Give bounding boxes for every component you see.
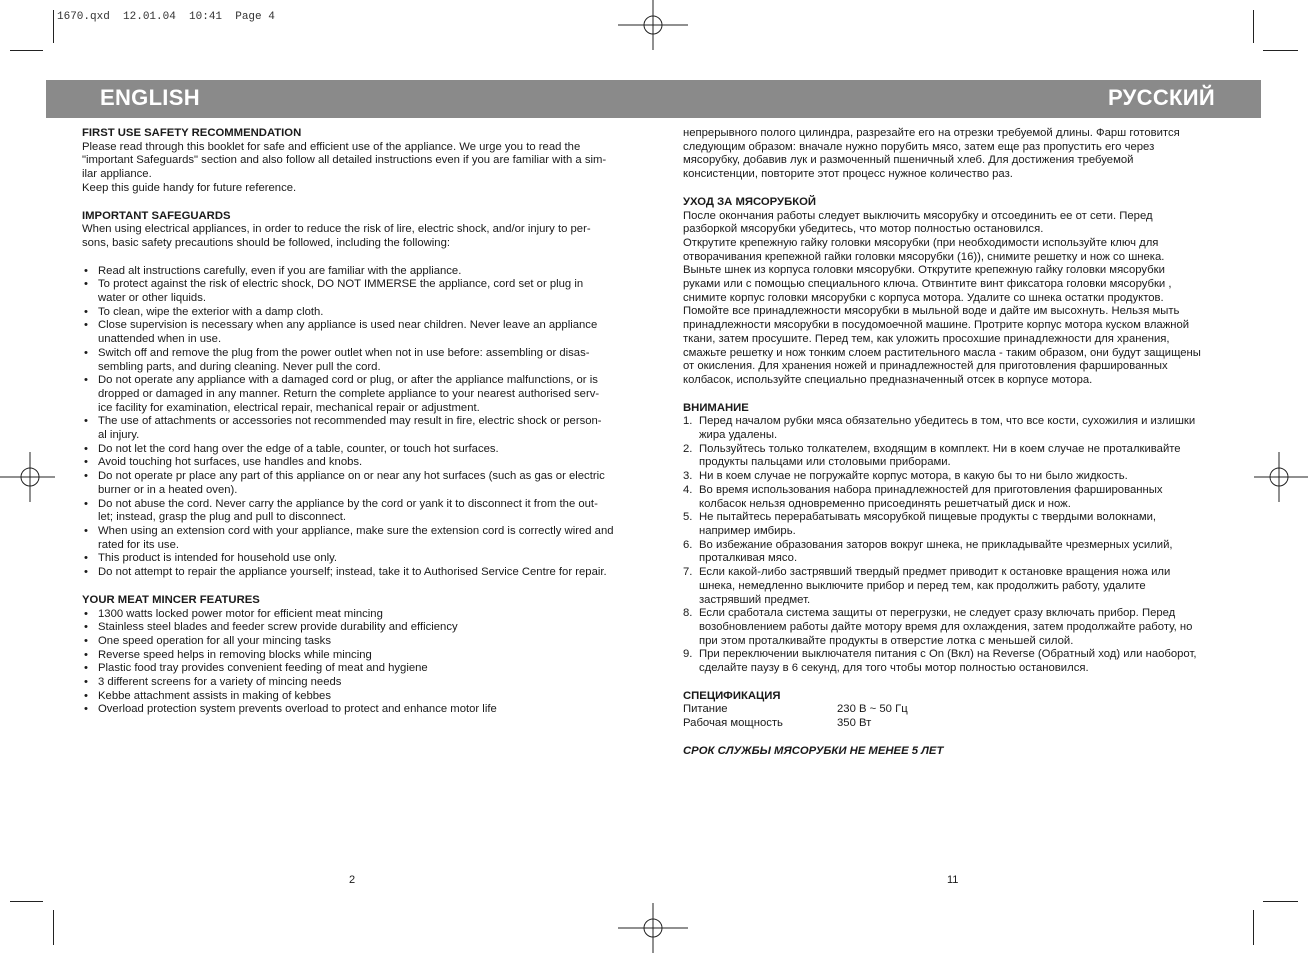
list-item: • One speed operation for all your mincing tasks	[82, 635, 626, 649]
first-use-line: "important Safeguards" section and also follow all detailed instructions even if you are familiar with a sim-	[82, 154, 607, 167]
english-column	[82, 127, 626, 717]
features-list	[82, 608, 626, 718]
attention-list	[683, 415, 1224, 675]
crop-mark	[10, 901, 43, 902]
crop-mark	[1253, 10, 1254, 43]
crop-mark	[10, 50, 43, 51]
intro-line: следующим образом: вначале нужно порубить мясо, затем еще раз пропустить его через	[683, 140, 1155, 153]
list-item: • Do not operate any appliance with a damaged cord or plug, or after the appliance malfunctions, or is dropped or damaged in any manner. Return the complete appliance to your nearest authorised serv- ice facility for examination, electrical repair, mechanical repair or adjustment.	[82, 374, 626, 415]
safeguards-intro-line: When using electrical appliances, in order to reduce the risk of lire, electric shock, and/or injury to per-	[82, 223, 591, 236]
care-line: принадлежности мясорубки в посудомоечной машине. Протрите корпус мотора куском влажной	[683, 319, 1190, 332]
spec-value: 350 Вт	[837, 717, 872, 730]
registration-mark-bottom-icon	[618, 893, 688, 963]
print-slug: 1670.qxd 12.01.04 10:41 Page 4	[57, 11, 275, 23]
care-line: отворачивания крепежной гайки головки мясорубки (16)), снимите решетку и нож со шнека.	[683, 250, 1165, 263]
care-line: Помойте все принадлежности мясорубки в мыльной воде и дайте им высохнуть. Нельзя мыть	[683, 305, 1180, 318]
list-item: • This product is intended for household use only.	[82, 552, 626, 566]
list-item: 2. Пользуйтесь только толкателем, входящим в комплект. Ни в коем случае не проталкивайте продукты пальцами или столовыми приборами.	[683, 442, 1181, 469]
care-line: После окончания работы следует выключить мясорубку и отсоединить ее от сети. Перед	[683, 209, 1153, 222]
list-item: • 3 different screens for a variety of mincing needs	[82, 676, 626, 690]
list-item: • Close supervision is necessary when any appliance is used near children. Never leave an appliance unattended when in use.	[82, 319, 626, 346]
care-line: ткани, затем просушите. Перед тем, как уложить просохшие принадлежности для хранения,	[683, 332, 1170, 345]
first-use-heading: FIRST USE SAFETY RECOMMENDATION	[82, 127, 302, 139]
care-line: Открутите крепежную гайку головки мясорубки (при необходимости используйте ключ для	[683, 236, 1159, 249]
spec-label: Питание	[683, 703, 728, 716]
list-item: 5. Не пытайтесь перерабатывать мясорубкой пищевые продукты с твердыми волокнами, например имбирь.	[683, 511, 1157, 537]
safeguards-heading: IMPORTANT SAFEGUARDS	[82, 209, 231, 222]
service-life-note: СРОК СЛУЖБЫ МЯСОРУБКИ НЕ МЕНЕЕ 5 ЛЕТ	[683, 744, 944, 757]
list-item: • Do not abuse the cord. Never carry the appliance by the cord or yank it to disconnect it from the out- let; instead, grasp the plug and pull to disconnect.	[82, 498, 626, 525]
care-line: руками или с помощью специального ключа. Отвинтите винт фиксатора головки мясорубки ,	[683, 278, 1172, 291]
list-item: • Overload protection system prevents overload to protect and enhance motor life	[82, 703, 626, 717]
spec-heading: СПЕЦИФИКАЦИЯ	[683, 689, 781, 702]
list-item: 1. Перед началом рубки мяса обязательно убедитесь в том, что все кости, сухожилия и излишки жира удалены.	[683, 415, 1196, 442]
intro-line: консистенции, повторите этот процесс нужное количество раз.	[683, 168, 1013, 181]
crop-mark	[1263, 50, 1298, 51]
care-line: от окисления. Для хранения ножей и принадлежностей для приготовления фаршированных	[683, 360, 1168, 373]
spec-row	[683, 717, 1224, 731]
list-item: • Kebbe attachment assists in making of kebbes	[82, 690, 626, 704]
care-heading: УХОД ЗА МЯСОРУБКОЙ	[683, 195, 816, 208]
russian-column	[683, 127, 1224, 759]
crop-mark	[1253, 910, 1254, 945]
first-use-line: ilar appliance.	[82, 168, 152, 181]
intro-line: мясорубку, добавив лук и размоченный пшеничный хлеб. Для достижения требуемой	[683, 154, 1134, 167]
spec-value: 230 В ~ 50 Гц	[837, 703, 908, 716]
safeguards-intro-line: sons, basic safety precautions should be followed, including the following:	[82, 236, 450, 249]
header-banner	[46, 80, 1261, 118]
care-line: разборкой мясорубки убедитесь, что мотор полностью остановился.	[683, 223, 1044, 236]
attention-heading: ВНИМАНИЕ	[683, 401, 749, 414]
list-item: • Do not operate pr place any part of this appliance on or near any hot surfaces (such as gas or electric burner or in a heated oven).	[82, 470, 626, 497]
page-number-left: 2	[349, 874, 356, 886]
crop-mark	[53, 10, 54, 43]
intro-line: непрерывного полого цилиндра, разрезайте его на отрезки требуемой длины. Фарш готовится	[683, 127, 1180, 139]
care-line: снимите корпус головки мясорубки с корпуса мотора. Удалите со шнека остатки продуктов.	[683, 291, 1164, 304]
first-use-line: Please read through this booklet for safe and efficient use of the appliance. We urge you to read the	[82, 140, 581, 153]
first-use-line: Keep this guide handy for future reference.	[82, 181, 297, 194]
list-item: • Read alt instructions carefully, even if you are familiar with the appliance.	[82, 265, 626, 279]
registration-mark-left-icon	[0, 442, 70, 512]
care-line: смажьте решетку и нож тонким слоем растительного масла - таким образом, они будут защищены	[683, 346, 1201, 359]
title-russian: РУССКИЙ	[1108, 85, 1215, 110]
list-item: • Reverse speed helps in removing blocks while mincing	[82, 649, 626, 663]
list-item: • Do not attempt to repair the appliance yourself; instead, take it to Authorised Service Centre for repair.	[82, 566, 626, 580]
list-item: • When using an extension cord with your appliance, make sure the extension cord is correctly wired and rated for its use.	[82, 525, 626, 552]
safeguards-list	[82, 265, 626, 580]
list-item: • To protect against the risk of electric shock, DO NOT IMMERSE the appliance, cord set or plug in water or other liquids.	[82, 278, 626, 305]
crop-mark	[1263, 901, 1298, 902]
list-item: 3. Ни в коем случае не погружайте корпус мотора, в какую бы то ни было жидкость.	[683, 470, 1128, 483]
care-line: колбасок, используйте специально предназначенный отсек в корпусе мотора.	[683, 373, 1093, 386]
crop-mark	[53, 910, 54, 945]
list-item: • The use of attachments or accessories not recommended may result in fire, electric shock or person- al injury.	[82, 415, 626, 442]
spec-row	[683, 703, 1224, 717]
list-item: • Plastic food tray provides convenient feeding of meat and hygiene	[82, 662, 626, 676]
list-item: • Do not let the cord hang over the edge of a table, counter, or touch hot surfaces.	[82, 443, 626, 457]
care-line: Выньте шнек из корпуса головки мясорубки. Открутите крепежную гайку головки мясорубки	[683, 264, 1165, 277]
registration-mark-top-icon	[618, 0, 688, 60]
registration-mark-right-icon	[1246, 442, 1308, 512]
list-item: • Stainless steel blades and feeder screw provide durability and efficiency	[82, 621, 626, 635]
spec-label: Рабочая мощность	[683, 717, 783, 730]
features-heading: YOUR MEAT MINCER FEATURES	[82, 593, 260, 606]
title-english: ENGLISH	[100, 85, 200, 110]
list-item: • 1300 watts locked power motor for efficient meat mincing	[82, 608, 626, 622]
page-number-right: 11	[947, 874, 959, 886]
list-item: 9. При переключении выключателя питания с On (Вкл) на Reverse (Обратный ход) или наоборот, сделайте паузу в 6 секунд, для того чтобы мотор полностью остановился.	[683, 648, 1197, 675]
list-item: • Switch off and remove the plug from the power outlet when not in use before: assembling or disas- sembling parts, and during cleaning. Never pull the cord.	[82, 347, 626, 374]
list-item: 6. Во избежание образования заторов вокруг шнека, не прикладывайте чрезмерных усилий, проталкивая мясо.	[683, 538, 1173, 565]
list-item: 8. Если сработала система защиты от перегрузки, не следует сразу включать прибор. Перед возобновлением работы дайте мотору время для охлаждения, затем продолжайте работу, но при этом проталкивайте продукты в отверстие лотка с меньшей силой.	[683, 607, 1193, 647]
list-item: 4. Во время использования набора принадлежностей для приготовления фаршированных колбасок нельзя одновременно присоединять решетчатый диск и нож.	[683, 483, 1163, 510]
list-item: • Avoid touching hot surfaces, use handles and knobs.	[82, 456, 626, 470]
list-item: • To clean, wipe the exterior with a damp cloth.	[82, 306, 626, 320]
list-item: 7. Если какой-либо застрявший твердый предмет приводит к остановке вращения ножа или шнека, немедленно выключите прибор и перед тем, как продолжить работу, удалите застрявший предмет.	[683, 566, 1171, 606]
